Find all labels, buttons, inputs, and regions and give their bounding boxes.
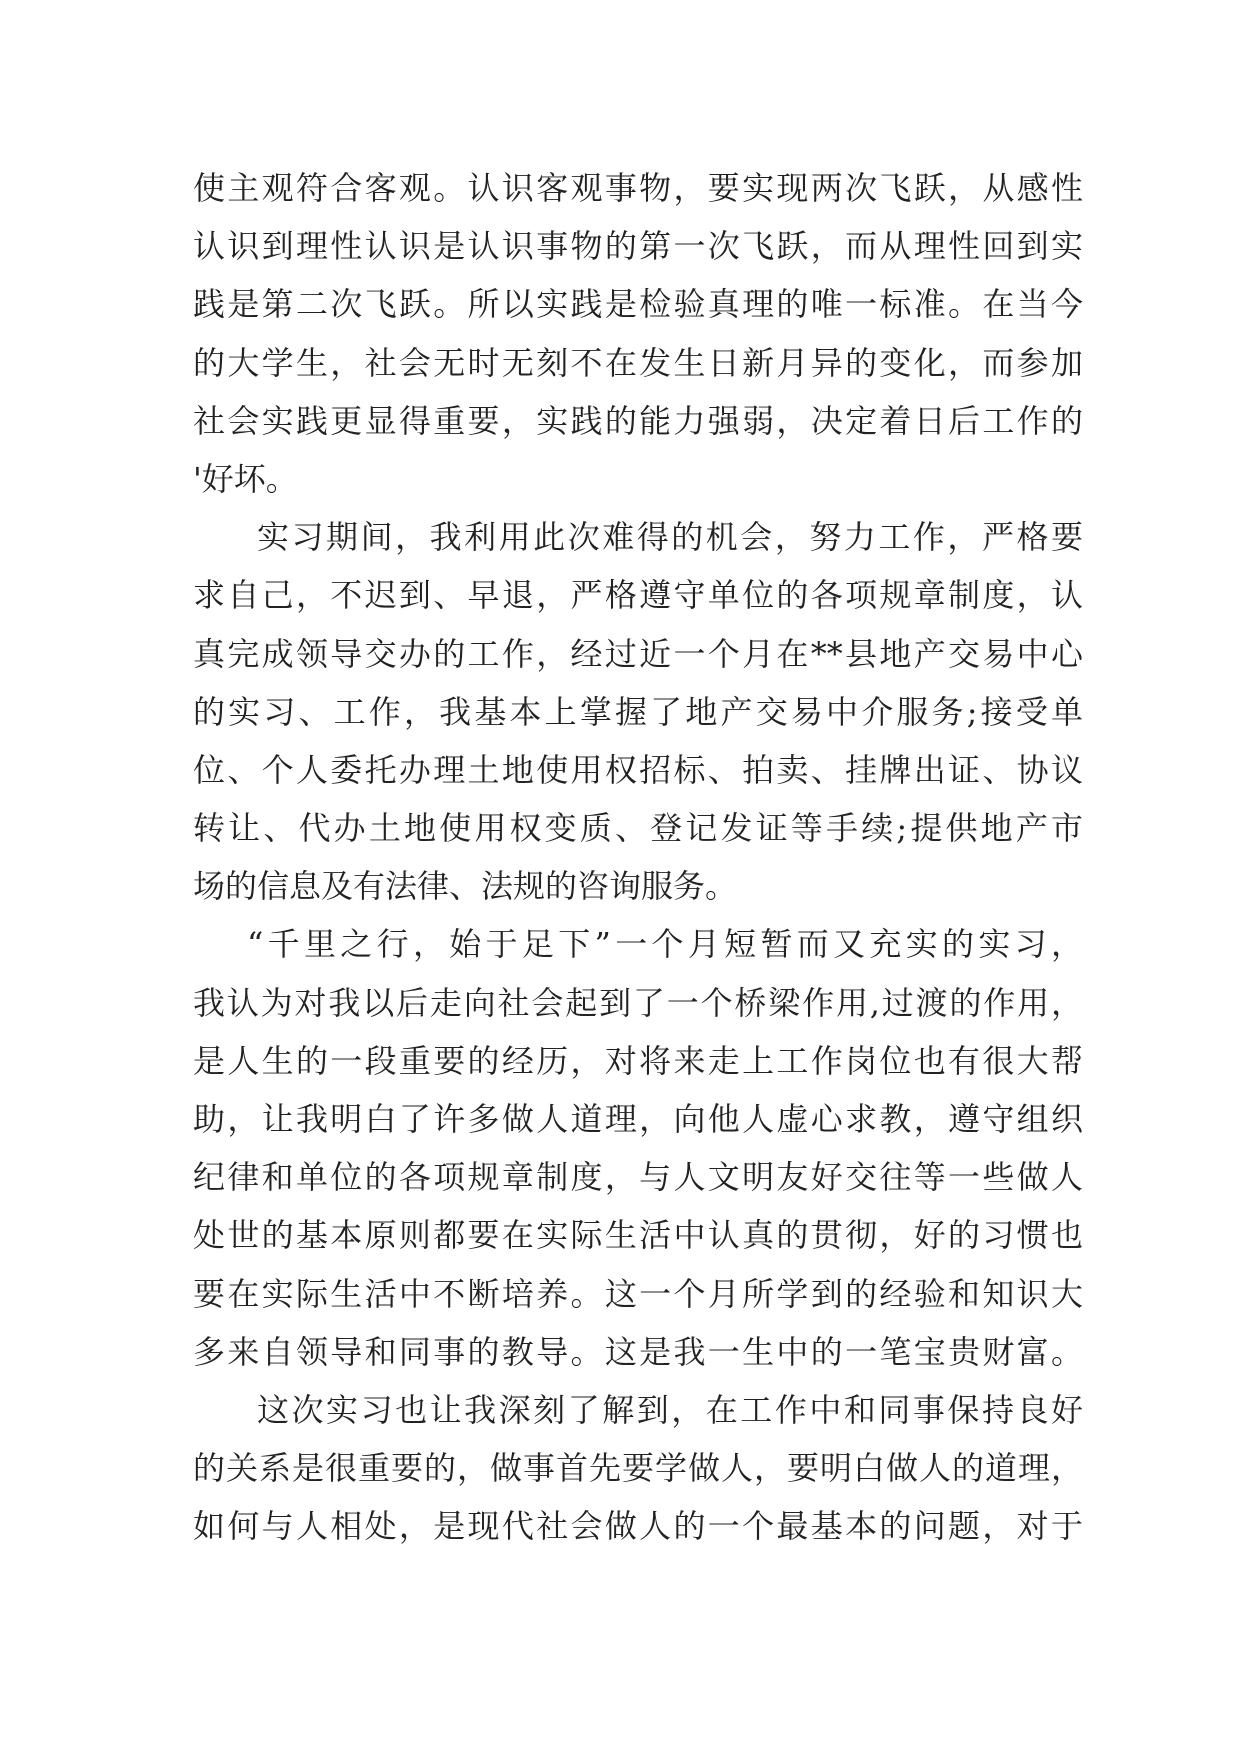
text-line: 的实习、工作，我基本上掌握了地产交易中介服务;接受单: [193, 692, 1083, 731]
text-line: 我认为对我以后走向社会起到了一个桥梁作用,过渡的作用，: [193, 983, 1083, 1022]
text-line: 纪律和单位的各项规章制度，与人文明友好交往等一些做人: [193, 1158, 1083, 1197]
text-line: 如何与人相处，是现代社会做人的一个最基本的问题，对于: [193, 1507, 1083, 1546]
text-line: 的关系是很重要的，做事首先要学做人，要明白做人的道理，: [193, 1449, 1083, 1488]
text-line: 实习期间，我利用此次难得的机会，努力工作，严格要: [257, 518, 1083, 557]
document-body: [193, 159, 1083, 1556]
text-line: 的大学生，社会无时无刻不在发生日新月异的变化，而参加: [193, 343, 1083, 382]
text-line: '好坏。: [193, 459, 298, 498]
text-line: 社会实践更显得重要，实践的能力强弱，决定着日后工作的: [193, 401, 1083, 440]
text-line: 真完成领导交办的工作，经过近一个月在**县地产交易中心: [193, 634, 1083, 673]
text-line: 认识到理性认识是认识事物的第一次飞跃，而从理性回到实: [193, 227, 1083, 266]
text-line: 是人生的一段重要的经历，对将来走上工作岗位也有很大帮: [193, 1041, 1083, 1080]
text-line: 多来自领导和同事的教导。这是我一生中的一笔宝贵财富。: [193, 1332, 1083, 1371]
text-line: 践是第二次飞跃。所以实践是检验真理的唯一标准。在当今: [193, 285, 1083, 324]
text-line: 助，让我明白了许多做人道理，向他人虚心求教，遵守组织: [193, 1100, 1083, 1138]
text-line: 场的信息及有法律、法规的咨询服务。: [193, 867, 738, 906]
text-line: 这次实习也让我深刻了解到，在工作中和同事保持良好: [257, 1390, 1083, 1429]
text-line: “千里之行，始于足下”一个月短暂而又充实的实习，: [247, 925, 1083, 964]
text-line: 使主观符合客观。认识客观事物，要实现两次飞跃，从感性: [193, 169, 1083, 207]
text-line: 求自己，不迟到、早退，严格遵守单位的各项规章制度，认: [193, 576, 1083, 615]
text-line: 处世的基本原则都要在实际生活中认真的贯彻，好的习惯也: [193, 1216, 1083, 1255]
text-line: 位、个人委托办理土地使用权招标、拍卖、挂牌出证、协议: [193, 750, 1083, 789]
text-line: 转让、代办土地使用权变质、登记发证等手续;提供地产市: [193, 809, 1083, 848]
text-line: 要在实际生活中不断培养。这一个月所学到的经验和知识大: [193, 1274, 1083, 1313]
